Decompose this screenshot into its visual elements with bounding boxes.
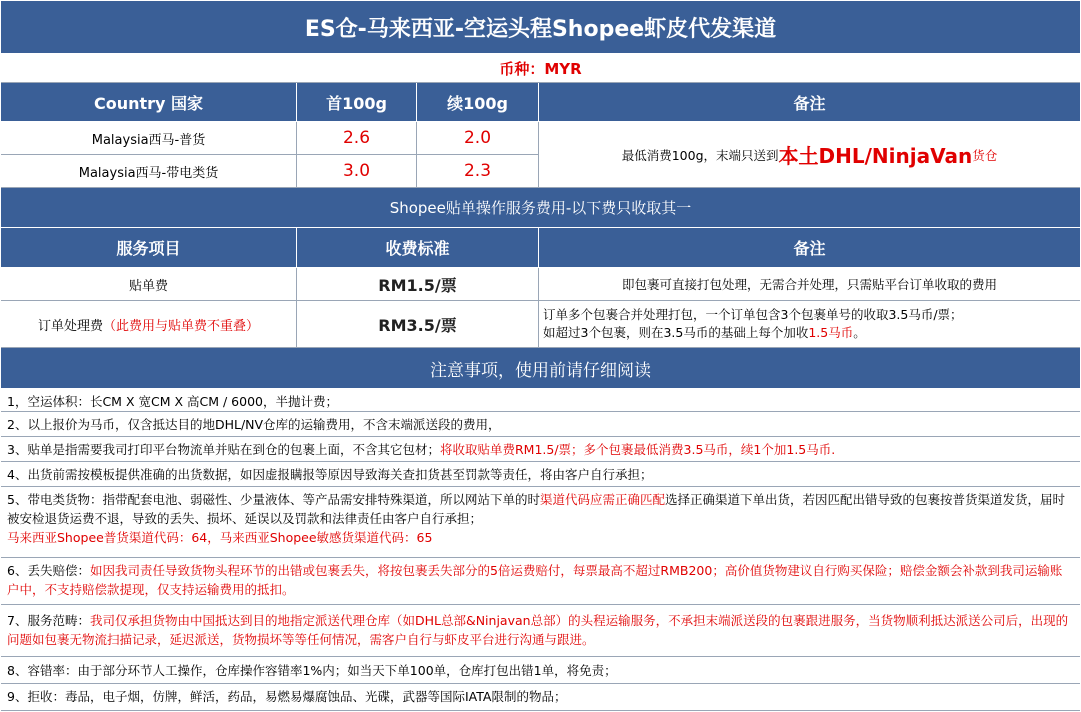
note-7-red: 我司仅承担货物由中国抵达到目的地指定派送代理仓库（如DHL总部&Ninjavan总部）的头程运输服务，不承担末端派送段的包裹跟进服务，当货物顺利抵达派送公司后，出现的问题如包裹无物流扫描记录，延迟派送，货物损坏等等任何情况，需客户自行与虾皮平台进行沟通与跟进。 — [7, 613, 1069, 647]
rate-first-general: 2.6 — [297, 122, 417, 155]
currency-row — [1, 54, 1080, 83]
title-text: ES仓-马来西亚-空运头程Shopee虾皮代发渠道 — [304, 16, 777, 42]
note-5-text-c: 选择正确渠道下单出货，若因匹配出错导致的包裹按普货渠道发货，届时被安检退货运费不退，导致的丢失、损坏、延误以及罚款和法律责任由客户自行承担； — [7, 492, 1065, 526]
note-3-red: 将收取贴单费RM1.5/票；多个包裹最低消费3.5马币，续1个加1.5马币. — [439, 442, 836, 457]
remark-suffix: 货仓 — [972, 147, 998, 163]
service-band — [1, 188, 1080, 228]
note-1: 1，空运体积：长CM X 宽CM X 高CM / 6000，半抛计费； — [1, 389, 1080, 412]
order-item-name: 订单处理费 — [37, 318, 103, 334]
order-fee-label: RM3.5/票 — [297, 301, 539, 348]
service-header-row — [1, 228, 1080, 268]
order-remark — [539, 301, 1080, 348]
note-6-red: 如因我司责任导致货物头程环节的出错或包裹丢失，将按包裹丢失部分的5倍运费赔付，每票最高不超过RMB200；高价值货物建议自行购买保险；赔偿金额会补款到我司运输账户中，不支持赔偿款提现，仅支持运输费用的抵扣。 — [7, 563, 1063, 597]
remark-highlight: 本土DHL/NinjaVan — [778, 144, 973, 168]
col-remark-header: 备注 — [539, 83, 1080, 122]
service-fee-label: RM1.5/票 — [297, 268, 539, 301]
service-item-name: 贴单费 — [128, 278, 168, 294]
service-body — [1, 268, 1080, 348]
note-3-text: 3、贴单是指需要我司打印平台物流单并贴在到仓的包裹上面，不含其它包材； — [7, 442, 440, 457]
note-5-codes: 马来西亚Shopee普货渠道代码：64，马来西亚Shopee敏感货渠道代码：65 — [7, 530, 433, 545]
col-first-header: 首100g — [297, 83, 417, 122]
order-remark-line1: 订单多个包裹合并处理打包，一个订单包含3个包裹单号的收取3.5马币/票； — [543, 307, 963, 322]
note-6 — [1, 558, 1080, 605]
price-sheet — [1, 1, 1080, 711]
note-5-text-a: 5、带电类货物：指带配套电池、弱磁性、少量液体、等产品需安排特殊渠道，所以网站下单的时 — [7, 492, 540, 507]
rate-country-general: Malaysia西马-普货 — [1, 122, 297, 155]
col-service-item-header: 服务项目 — [1, 228, 297, 268]
rate-body — [1, 122, 1080, 188]
col-cont-header: 续100g — [417, 83, 539, 122]
notes-band — [1, 348, 1080, 389]
rate-cont-general: 2.0 — [417, 122, 539, 155]
rate-cont-battery: 2.3 — [417, 155, 539, 188]
service-remark-label: 即包裹可直接打包处理，无需合并处理，只需贴平台订单收取的费用 — [539, 268, 1080, 301]
note-7-label: 7、服务范畴： — [7, 613, 90, 628]
service-item-label — [1, 268, 297, 301]
rate-first-battery: 3.0 — [297, 155, 417, 188]
currency-label: 币种：MYR — [499, 59, 582, 78]
col-country-header: Country 国家 — [1, 83, 297, 122]
col-service-remark-header: 备注 — [539, 228, 1080, 268]
rate-country-battery: Malaysia西马-带电类货 — [1, 155, 297, 188]
rate-remark — [539, 122, 1080, 188]
rate-header-row — [1, 83, 1080, 122]
note-8: 8、容错率：由于部分环节人工操作，仓库操作容错率1%内；如当天下单100单，仓库打包出错1单，将免责； — [1, 657, 1080, 684]
note-4: 4、出货前需按模板提供准确的出货数据，如因虚报瞒报等原因导致海关查扣货甚至罚款等责任，将由客户自行承担； — [1, 462, 1080, 487]
order-remark-line2 — [543, 324, 866, 342]
note-5-red: 渠道代码应需正确匹配 — [539, 492, 665, 507]
remark-prefix: 最低消费100g，末端只送到 — [621, 147, 779, 163]
note-3 — [1, 437, 1080, 462]
note-6-label: 6、丢失赔偿： — [7, 563, 90, 578]
sheet-title — [1, 1, 1080, 54]
note-5 — [1, 487, 1080, 558]
note-7 — [1, 605, 1080, 657]
note-9: 9、拒收：毒品，电子烟，仿牌，鲜活，药品，易燃易爆腐蚀品、光碟，武器等国际IATA限制的物品； — [1, 684, 1080, 711]
order-remark-line2-end: 。 — [853, 325, 866, 340]
note-2: 2、以上报价为马币，仅含抵达目的地DHL/NV仓库的运输费用，不含末端派送段的费用， — [1, 412, 1080, 437]
order-item-note: （此费用与贴单费不重叠） — [103, 318, 260, 334]
service-band-text: Shopee贴单操作服务费用-以下费只收取其一 — [389, 199, 692, 217]
col-service-fee-header: 收费标准 — [297, 228, 539, 268]
order-remark-line2-red: 1.5马币 — [808, 325, 854, 340]
notes-band-text: 注意事项，使用前请仔细阅读 — [430, 360, 651, 381]
order-item-label — [1, 301, 297, 348]
order-remark-line2-text: 如超过3个包裹，则在3.5马币的基础上每个加收 — [543, 325, 809, 340]
